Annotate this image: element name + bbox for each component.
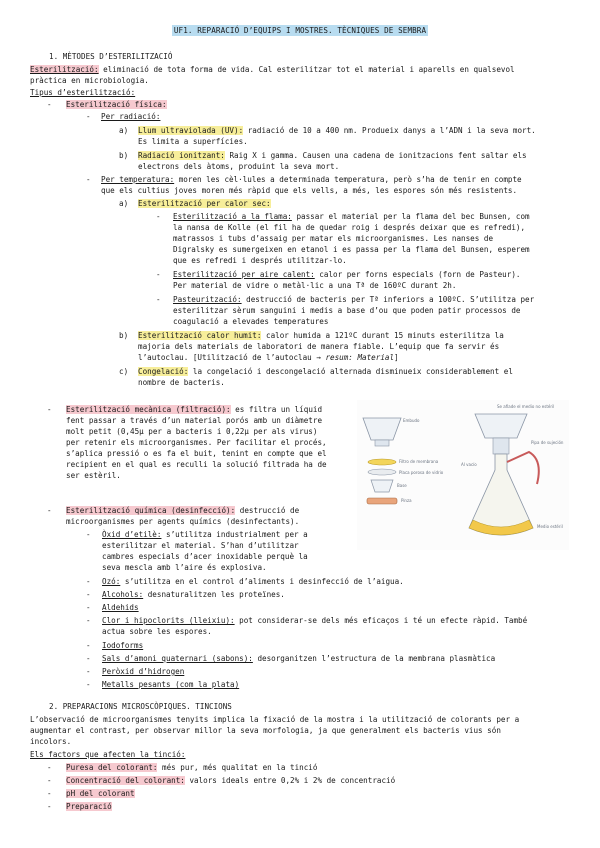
mechanical-line-3: molt petit (0,45µ per a bacteris i 0,22µ per als virus) — [66, 427, 318, 436]
list-marker-b: b) — [119, 331, 129, 340]
bullet-dash: - — [47, 506, 52, 515]
bullet-dash: - — [47, 763, 52, 772]
ozone-item: Ozó: s’utilitza en el control d’aliments i desinfecció de l’aigua. — [102, 577, 404, 586]
bullet-dash: - — [47, 802, 52, 811]
section-1-heading: 1. MÈTODES D’ESTERILITZACIÓ — [49, 52, 173, 61]
section-2-heading: 2. PREPARACIONS MICROSCÒPIQUES. TINCIONS — [49, 702, 232, 711]
mechanical-line-2: fent passar a través d’un material porós amb un diàmetre — [66, 416, 323, 425]
figure-label-medium: Medio estéril — [537, 524, 563, 529]
flame-line-5: que es refredi i després utilitzar-lo. — [173, 256, 347, 265]
section-2-paragraph-line-2: augmentar el contrast, per observar millor la seva morfologia, ja que generalment els bacteris vius són — [30, 726, 501, 735]
bullet-dash: - — [47, 776, 52, 785]
vacuum-tube — [507, 452, 539, 484]
radiation-label: Per radiació: — [101, 112, 161, 121]
bullet-dash: - — [86, 530, 91, 539]
figure-label-base: Base — [397, 483, 407, 488]
figure-label-clamp: Pinza — [401, 498, 412, 503]
temperature-item: Per temperatura: moren les cèl·lules a determinada temperatura, però s’ha de tenir en compte — [101, 175, 522, 184]
moist-heat-item: Esterilització calor humit: calor humida a 121ºC durant 15 minuts esterilitza la — [138, 331, 504, 340]
figure-label-plate: Placa porosa de vidrio — [399, 470, 444, 475]
freezing-line-2: nombre de bacteris. — [138, 378, 225, 387]
aldehydes-item: Aldehids — [102, 603, 139, 612]
bullet-dash: - — [156, 270, 161, 279]
list-marker-b: b) — [119, 151, 129, 160]
bullet-dash: - — [86, 112, 91, 121]
definition-term: Esterilització: — [30, 65, 99, 74]
ethylene-oxide-line-3: cambres especials d’acer inoxidable perquè la — [102, 552, 308, 561]
pasteurization-line-2: esterilitzar sèrum sanguini i medis a base d’ou que poden patir processos de — [173, 306, 521, 315]
bullet-dash: - — [86, 616, 91, 625]
bullet-dash: - — [47, 789, 52, 798]
bullet-dash: - — [86, 603, 91, 612]
figure-label-pipe: Pipa de sujeción — [531, 440, 564, 445]
list-marker-a: a) — [119, 199, 129, 208]
mechanical-line-5: s’aplica pressió o es fa el buit, tenint en compte que el — [66, 449, 327, 458]
staining-factors-label: Els factors que afecten la tinció: — [30, 750, 186, 759]
temperature-line-2: que els cultius joves moren més ràpid que els vells, a més, les espores són més resistents. — [101, 186, 518, 195]
moist-heat-line-3: l’autoclau. [Utilització de l’autoclau → resum: Material] — [138, 353, 399, 362]
figure-label-funnel: Embudo — [403, 418, 420, 423]
flame-item: Esterilització a la flama: passar el material per la flama del bec Bunsen, com — [173, 212, 530, 221]
factor-ph: pH del colorant — [66, 789, 135, 798]
section-2-paragraph-line-1: L’observació de microorganismes tenyits implica la fixació de la mostra i la utilització de colorants per a — [30, 715, 520, 724]
bullet-dash: - — [86, 667, 91, 676]
chlorine-line-2: actua sobre les espores. — [102, 627, 212, 636]
hot-air-line-2: Per material de vidre o metàl·lic a una Tª de 160ºC durant 2h. — [173, 281, 457, 290]
bullet-dash: - — [86, 577, 91, 586]
iodoforms-item: Iodoforms — [102, 641, 144, 650]
list-marker-c: c) — [119, 367, 129, 376]
section-2-paragraph-line-3: incolors. — [30, 737, 72, 746]
bullet-dash: - — [156, 212, 161, 221]
physical-sterilization: Esterilització física: — [66, 100, 167, 109]
mechanical-item: Esterilització mecànica (filtració): es filtra un líquid — [66, 405, 323, 414]
funnel-neck — [375, 440, 389, 446]
ethylene-oxide-line-2: esterilitzar el material. S’han d’utilitzar — [102, 541, 299, 550]
hot-air-item: Esterilització per aire calent: calor per forns especials (forn de Pasteur). — [173, 270, 521, 279]
factor-purity: Puresa del colorant: més pur, més qualitat en la tinció — [66, 763, 318, 772]
clamp-shape — [367, 498, 397, 504]
moist-heat-line-2: majoria dels materials de laboratori de manera fiable. L’equip que fa servir és — [138, 342, 500, 351]
assembled-neck — [493, 438, 509, 454]
freezing-item: Congelació: la congelació i descongelació alternada disminueix considerablement el — [138, 367, 513, 376]
types-label: Tipus d’esterilització: — [30, 88, 136, 97]
pasteurization-item: Pasteurització: destrucció de bacteris per Tª inferiors a 100ºC. S’utilitza per — [173, 295, 535, 304]
membrane-filter-shape — [368, 459, 396, 465]
porous-plate-shape — [368, 469, 396, 475]
bullet-dash: - — [47, 100, 52, 109]
mechanical-line-4: per retenir els microorganismes. Per facilitar el procés, — [66, 438, 327, 447]
definition-line: Esterilització: eliminació de tota forma de vida. Cal esterilitzar tot el material i aparells en qualsevol — [30, 65, 515, 74]
base-shape — [371, 480, 393, 492]
chlorine-item: Clor i hipoclorits (lleixiu): pot considerar-se dels més eficaços i té un efecte ràpid. També — [102, 616, 528, 625]
uv-line-2: Es limita a superfícies. — [138, 137, 248, 146]
figure-label-filter: Filtro de membrana — [399, 459, 439, 464]
definition-line-2: pràctica en microbiologia. — [30, 76, 149, 85]
flame-line-2: la nansa de Kolle (el fil ha de quedar roig i després deixar que es refredi), — [173, 223, 526, 232]
figure-label-top: Se afiade el medio no estéril — [497, 404, 555, 409]
alcohols-item: Alcohols: desnaturalitzen les proteïnes. — [102, 590, 285, 599]
flame-line-3: matrassos i tubs d’assaig per matar els microorganismes. Les nanses de — [173, 234, 494, 243]
list-marker-a: a) — [119, 126, 129, 135]
bullet-dash: - — [156, 295, 161, 304]
bullet-dash: - — [86, 641, 91, 650]
bullet-dash: - — [86, 654, 91, 663]
ionizing-item: Radiació ionitzant: Raig X i gamma. Causen una cadena de ionitzacions fent saltar els — [138, 151, 527, 160]
quaternary-ammonium-item: Sals d’amoni quaternari (sabons): desorganitzen l’estructura de la membrana plasmàtica — [102, 654, 496, 663]
factor-preparation: Preparació — [66, 802, 112, 811]
dry-heat: Esterilització per calor sec: — [138, 199, 271, 208]
bullet-dash: - — [86, 680, 91, 689]
chemical-line-2: microorganismes per agents químics (desinfectants). — [66, 517, 300, 526]
ionizing-line-2: electrons dels àtoms, produint la seva mort. — [138, 162, 340, 171]
bullet-dash: - — [86, 175, 91, 184]
heavy-metals-item: Metalls pesants (com la plata) — [102, 680, 240, 689]
factor-concentration: Concentració del colorant: valors ideals entre 0,2% i 2% de concentració — [66, 776, 396, 785]
flame-line-4: Digralsky es sumergeixen en etanol i es passa per la flama del Bunsen, esperem — [173, 245, 530, 254]
filtration-figure — [357, 400, 569, 550]
mechanical-line-6: recipient en el qual es reculli la solució filtrada ha de — [66, 460, 327, 469]
filtration-diagram — [357, 400, 569, 550]
hydrogen-peroxide-item: Peròxid d’hidrogen — [102, 667, 185, 676]
pasteurization-line-3: coagulació a elevades temperatures — [173, 317, 329, 326]
ethylene-oxide-line-4: seva mescla amb l’aire és explosiva. — [102, 563, 267, 572]
bullet-dash: - — [47, 405, 52, 414]
mechanical-line-7: ser estèril. — [66, 471, 121, 480]
page-title: UF1. REPARACIÓ D’EQUIPS I MOSTRES. TÈCNIQUES DE SEMBRA — [173, 26, 427, 35]
funnel-shape — [363, 418, 401, 440]
figure-label-vacuum: Al vacío — [461, 462, 477, 467]
assembled-funnel — [475, 414, 527, 438]
bullet-dash: - — [86, 590, 91, 599]
chemical-item: Esterilització química (desinfecció): destrucció de — [66, 506, 300, 515]
uv-item: Llum ultraviolada (UV): radiació de 10 a 400 nm. Produeix danys a l’ADN i la seva mort. — [138, 126, 536, 135]
ethylene-oxide-item: Òxid d’etilè: s’utilitza industrialment per a — [102, 530, 308, 539]
